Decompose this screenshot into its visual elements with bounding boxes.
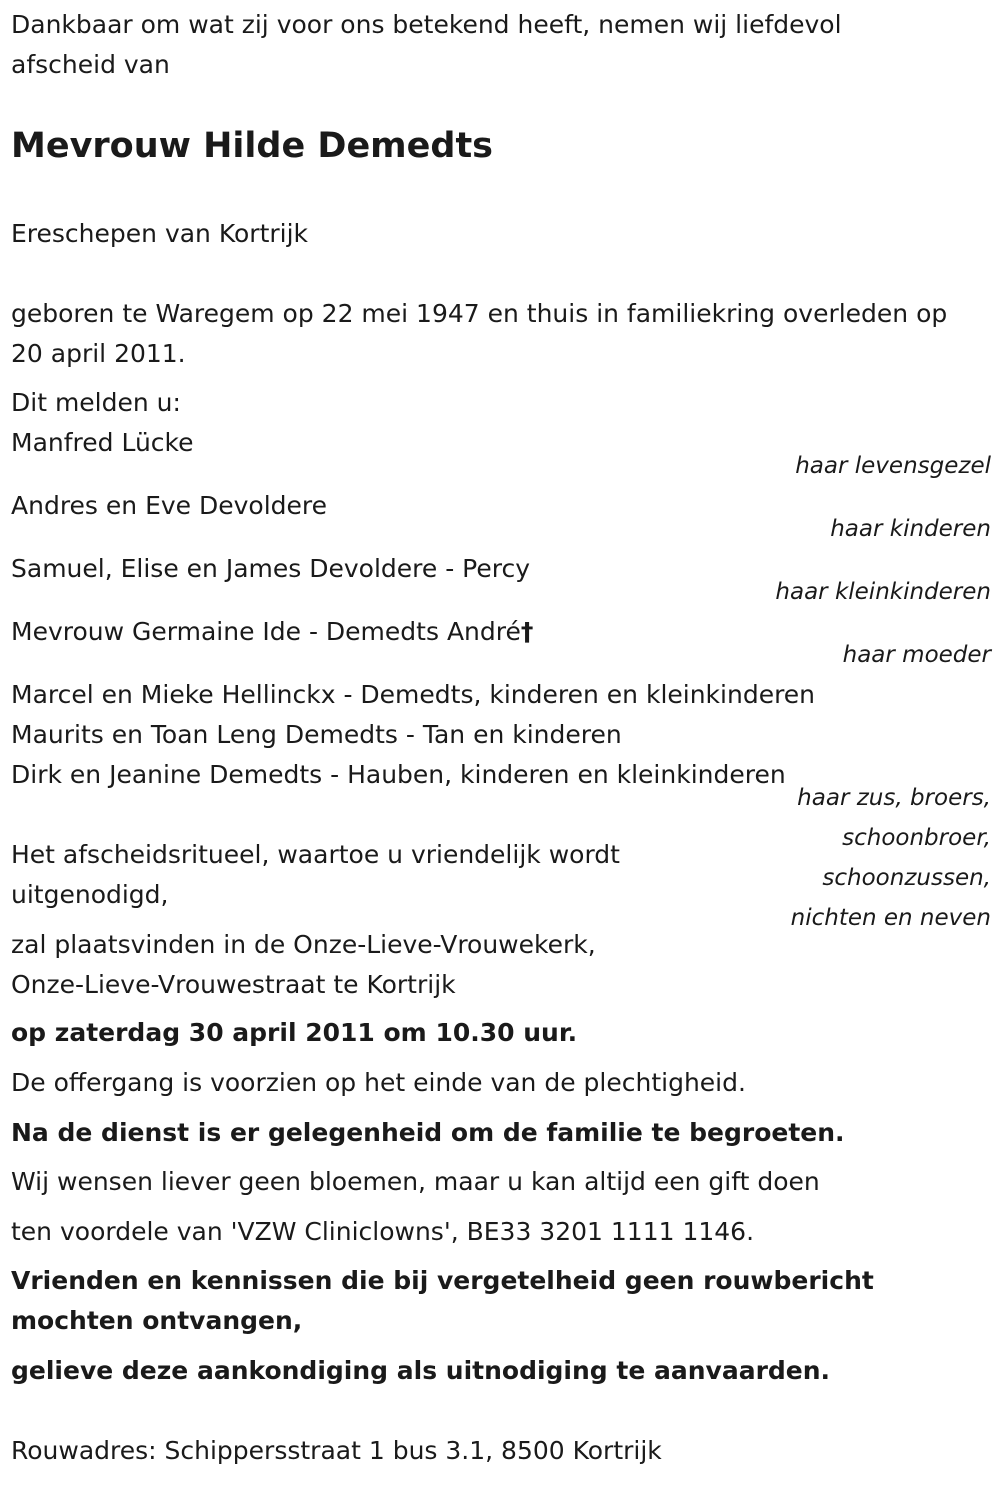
- announce-label: Dit melden u:: [11, 388, 181, 417]
- birth-death-text: geboren te Waregem op 22 mei 1947 en thuis in familiekring overleden op 20 april 2011.: [11, 299, 948, 368]
- location-text: zal plaatsvinden in de Onze-Lieve-Vrouwekerk, Onze-Lieve-Vrouwestraat te Kortrijk: [11, 930, 596, 999]
- family-names-children: Andres en Eve Devoldere: [11, 491, 328, 520]
- greeting-text: Na de dienst is er gelegenheid om de familie te begroeten.: [11, 1118, 845, 1147]
- invitation-text: gelieve deze aankondiging als uitnodiging te aanvaarden.: [11, 1356, 831, 1385]
- forgotten-text: Vrienden en kennissen die bij vergetelheid geen rouwbericht mochten ontvangen,: [11, 1266, 874, 1335]
- sibling-line: Maurits en Toan Leng Demedts - Tan en kinderen: [11, 720, 622, 749]
- cross-icon: †: [520, 617, 534, 646]
- title-line: Ereschepen van Kortrijk: [11, 219, 309, 248]
- family-names-partner: Manfred Lücke: [11, 428, 194, 457]
- family-role-mother: haar moeder: [842, 642, 991, 668]
- sibling-line: Dirk en Jeanine Demedts - Hauben, kinderen en kleinkinderen: [11, 760, 786, 789]
- sibling-line: Marcel en Mieke Hellinckx - Demedts, kinderen en kleinkinderen: [11, 680, 816, 709]
- intro-text: Dankbaar om wat zij voor ons betekend heeft, nemen wij liefdevol afscheid van: [11, 10, 842, 79]
- ritual-text: Het afscheidsritueel, waartoe u vriendelijk wordt uitgenodigd,: [11, 840, 620, 909]
- obituary-page: [11, 0, 991, 1486]
- mother-names: Mevrouw Germaine Ide - Demedts André: [11, 617, 521, 646]
- mourning-address: Rouwadres: Schippersstraat 1 bus 3.1, 8500 Kortrijk: [11, 1436, 662, 1465]
- family-role-children: haar kinderen: [830, 516, 991, 542]
- flowers-text: Wij wensen liever geen bloemen, maar u kan altijd een gift doen: [11, 1167, 820, 1196]
- siblings-role: haar zus, broers, schoonbroer, schoonzussen, nichten en neven: [790, 785, 991, 931]
- deceased-name: Mevrouw Hilde Demedts: [11, 126, 494, 166]
- family-names-grandchildren: Samuel, Elise en James Devoldere - Percy: [11, 554, 530, 583]
- family-names-mother: [11, 612, 533, 652]
- family-role-partner: haar levensgezel: [795, 453, 991, 479]
- donation-text: ten voordele van 'VZW Cliniclowns', BE33 3201 1111 1146.: [11, 1217, 755, 1246]
- offering-text: De offergang is voorzien op het einde van de plechtigheid.: [11, 1068, 746, 1097]
- family-role-grandchildren: haar kleinkinderen: [775, 579, 991, 605]
- datetime-text: op zaterdag 30 april 2011 om 10.30 uur.: [11, 1018, 578, 1047]
